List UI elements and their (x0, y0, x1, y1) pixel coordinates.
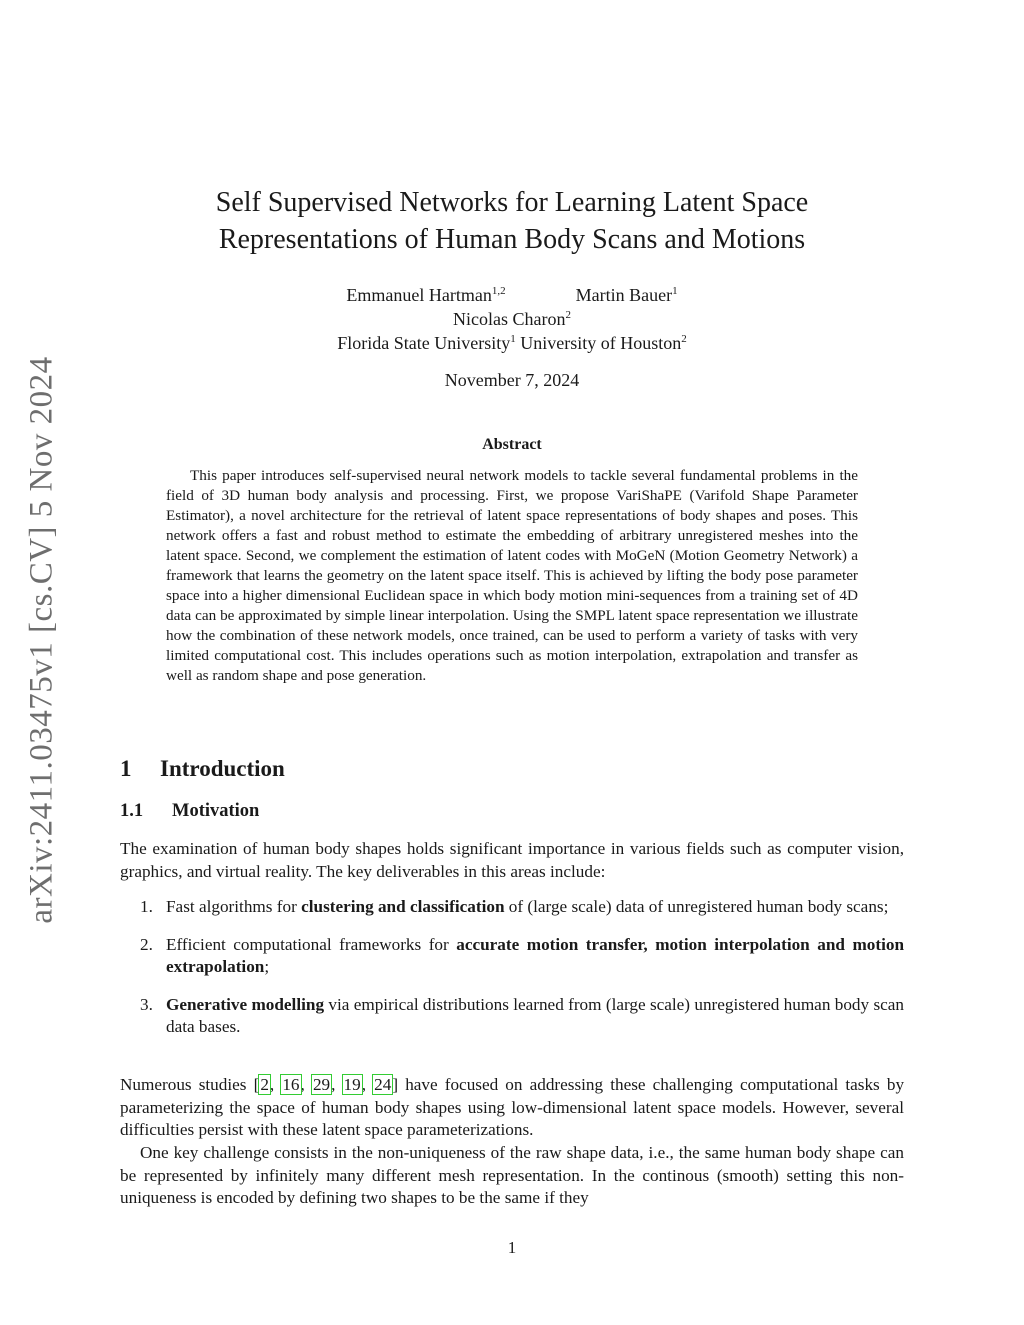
author-row-1 (120, 283, 904, 307)
citation-link[interactable]: 16 (282, 1075, 300, 1094)
paper-date: November 7, 2024 (444, 370, 580, 390)
abstract-text: This paper introduces self-supervised neural network models to tackle several fundamental problems in the field of 3D human body analysis and processing. First, we propose VariShaPE (Varifold Shape Parameter Estimator), a novel architecture for the retrieval of latent space representations of body shapes and poses. This network offers a fast and robust method to estimate the embedding of arbitrary unregistered meshes into the latent space. Second, we complement the estimation of latent codes with MoGeN (Motion Geometry Network) a framework that learns the geometry on the latent space itself. This is achieved by lifting the body pose parameter space into a higher dimensional Euclidean space in which body motion mini-sequences from a training set of 4D data can be approximated by simple linear interpolation. Using the SMPL latent space representation we illustrate how the combination of these network models, once trained, can be used to perform a variety of tasks with very limited computational cost. This includes operations such as motion interpolation, extrapolation and transfer as well as random shape and pose generation. (166, 467, 858, 684)
list-item-emphasis: clustering and classification (301, 897, 505, 916)
list-item-text: of (large scale) data of unregistered human body scans; (504, 897, 889, 916)
citation-link[interactable]: 2 (260, 1075, 269, 1094)
list-item (120, 896, 904, 919)
intro-paragraph: The examination of human body shapes holds significant importance in various fields such as computer vision, graphics, and virtual reality. The key deliverables in this areas include: (120, 839, 904, 881)
list-item-text: Efficient computational frameworks for (166, 934, 457, 954)
author-affiliation-mark: 2 (565, 309, 571, 321)
list-item-text: ; (264, 957, 270, 976)
section-title: Introduction (160, 756, 285, 781)
list-item (120, 994, 904, 1039)
author-name: Emmanuel Hartman (346, 285, 492, 305)
author-name: Nicolas Charon (453, 309, 566, 329)
author-affiliation-mark: 1,2 (491, 285, 506, 297)
arxiv-identifier-stamp: arXiv:2411.03475v1 [cs.CV] 5 Nov 2024 (23, 356, 60, 924)
list-item-text: via empirical distributions learned from (large scale) unregistered human body scan data bases. (166, 994, 904, 1036)
title-line-2: Representations of Human Body Scans and Motions (218, 224, 806, 255)
author-block (120, 283, 904, 355)
challenge-paragraph: One key challenge consists in the non-uniqueness of the raw shape data, i.e., the same human body shape can be represented by infinitely many different mesh representation. In the continous (smooth) setting this non-uniqueness is encoded by defining two shapes to be the same if they (120, 1143, 904, 1207)
affiliation-mark: 1 (510, 333, 516, 345)
list-item-emphasis: Generative modelling (166, 994, 325, 1014)
section-heading-introduction (120, 756, 285, 782)
citation-link[interactable]: 29 (312, 1075, 331, 1094)
abstract-heading: Abstract (482, 436, 542, 453)
affiliation-row (120, 331, 904, 355)
affiliation-mark: 2 (681, 333, 687, 345)
section-number: 1 (120, 756, 132, 781)
deliverables-list (120, 896, 904, 1054)
paragraph-text: have focused on addressing these challenging computational tasks by parameterizing the space of human body shapes using low-dimensional latent space models. However, several difficulties persist with these latent space parameterizations. (120, 1075, 905, 1139)
list-item-text: Fast algorithms for (166, 897, 302, 916)
paper-title (120, 184, 904, 258)
list-marker: 2. (140, 934, 153, 954)
affiliation-name: University of Houston (520, 333, 682, 353)
subsection-heading-motivation (120, 801, 259, 822)
list-marker: 1. (140, 897, 153, 916)
author-name: Martin Bauer (575, 285, 673, 305)
affiliation-name: Florida State University (337, 333, 511, 353)
page-number: 1 (507, 1238, 517, 1257)
subsection-title: Motivation (172, 801, 260, 821)
list-item-emphasis: accurate motion transfer, motion interpolation and motion extrapolation (166, 934, 905, 976)
citation-link[interactable]: 19 (343, 1075, 361, 1094)
subsection-number: 1.1 (120, 801, 144, 821)
citation-link[interactable]: 24 (374, 1075, 392, 1094)
list-marker: 3. (140, 994, 153, 1014)
title-line-1: Self Supervised Networks for Learning Latent Space (215, 187, 809, 218)
paragraph-text: Numerous studies (120, 1075, 254, 1094)
list-item (120, 934, 904, 979)
author-row-2 (120, 307, 904, 331)
author-affiliation-mark: 1 (672, 285, 678, 297)
numerous-studies-paragraph: Numerous studies [2, 16, 29, 19, 24] have focused on addressing these challenging computational tasks by parameterizing the space of human body shapes using low-dimensional latent space models. However, several difficulties persist with these latent space parameterizations. (120, 1075, 905, 1139)
